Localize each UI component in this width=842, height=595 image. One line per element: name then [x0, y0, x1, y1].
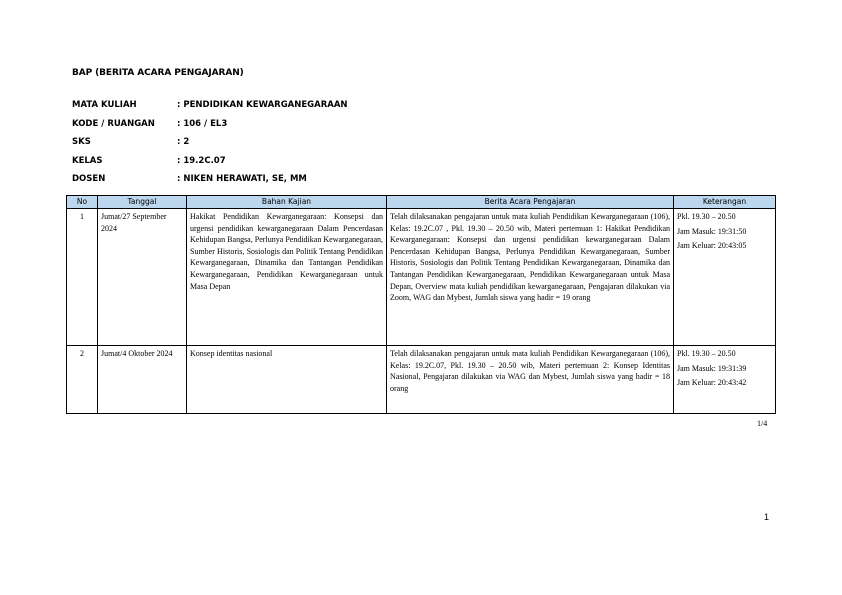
cell-tanggal: Jumat/4 Oktober 2024 [98, 346, 187, 414]
column-header-berita-acara: Berita Acara Pengajaran [387, 196, 674, 209]
table-row [67, 346, 776, 414]
info-label: SKS [72, 137, 91, 147]
cell-no: 1 [67, 209, 98, 346]
cell-tanggal: Jumat/27 September 2024 [98, 209, 187, 346]
check-out-time: Jam Keluar: 20:43:05 [677, 241, 747, 251]
cell-no: 2 [67, 346, 98, 414]
time-range: Pkl. 19.30 – 20.50 [677, 212, 736, 221]
check-out-time: Jam Keluar: 20:43:42 [677, 378, 747, 388]
check-in-time: Jam Masuk: 19:31:50 [677, 226, 747, 236]
info-label: DOSEN [72, 174, 106, 184]
cell-keterangan [674, 346, 776, 414]
page-number: 1 [764, 512, 770, 522]
table-header-row [67, 196, 776, 209]
check-in-time: Jam Masuk: 19:31:39 [677, 363, 747, 373]
teaching-report-table [66, 195, 776, 414]
info-label: KODE / RUANGAN [72, 118, 155, 129]
cell-bahan-kajian: Hakikat Pendidikan Kewarganegaraan: Konsepsi dan urgensi pendidikan kewarganegaraan Dalam Pencerdasan Kehidupan Bangsa, Perlunya Pendidikan Kewarganegaraan, Sumber Historis, Sosiologis dan Politik Tentang Pendidikan Kewarganegaraan, Dinamika dan Tantangan Pendidikan Kewarganegaraan, Pendidikan Kewarganegaraan untuk Masa Depan [187, 209, 387, 346]
column-header-bahan-kajian: Bahan Kajian [187, 196, 387, 209]
time-range: Pkl. 19.30 – 20.50 [677, 349, 736, 358]
column-header-no: No [67, 196, 98, 209]
cell-berita-acara: Telah dilaksanakan pengajaran untuk mata kuliah Pendidikan Kewarganegaraan (106), Kelas: 19.2C.07 , Pkl. 19.30 – 20.50 wib, Materi pertemuan 1: Hakikat Pendidikan Kewarganegaraan: Konsepsi dan urgensi pendidikan kewarganegaraan Dalam Pencerdasan Kehidupan Bangsa, Perlunya Pendidikan Kewarganegaraan, Sumber Historis, Sosiologis dan Politik Tentang Pendidikan Kewarganegaraan, Dinamika dan Tantangan Pendidikan Kewarganegaraan, Pendidikan Kewarganegaraan untuk Masa Depan, Overview mata kuliah pendidikan kewarganegaraan, Pengajaran dilakukan via Zoom, WAG dan Mybest, Jumlah siswa yang hadir = 19 orang [387, 209, 674, 346]
table-row [67, 209, 776, 346]
cell-bahan-kajian: Konsep identitas nasional [187, 346, 387, 414]
document-title: BAP (BERITA ACARA PENGAJARAN) [72, 68, 244, 78]
cell-keterangan [674, 209, 776, 346]
info-value: : 106 / EL3 [177, 118, 228, 129]
column-header-keterangan: Keterangan [674, 196, 776, 209]
info-label: MATA KULIAH [72, 100, 137, 110]
cell-berita-acara: Telah dilaksanakan pengajaran untuk mata kuliah Pendidikan Kewarganegaraan (106), Kelas: 19.2C.07, Pkl. 19.30 – 20.50 wib, Materi pertemuan 2: Konsep Identitas Nasional, Pengajaran dilakukan via WAG dan Mybest, Jumlah siswa yang hadir = 18 orang [387, 346, 674, 414]
table-page-indicator: 1/4 [757, 419, 768, 428]
column-header-tanggal: Tanggal [98, 196, 187, 209]
info-value: : NIKEN HERAWATI, SE, MM [177, 174, 307, 184]
info-label: KELAS [72, 155, 103, 166]
info-value: : 2 [177, 137, 190, 147]
info-value: : PENDIDIKAN KEWARGANEGARAAN [177, 100, 348, 110]
info-value: : 19.2C.07 [177, 155, 226, 166]
